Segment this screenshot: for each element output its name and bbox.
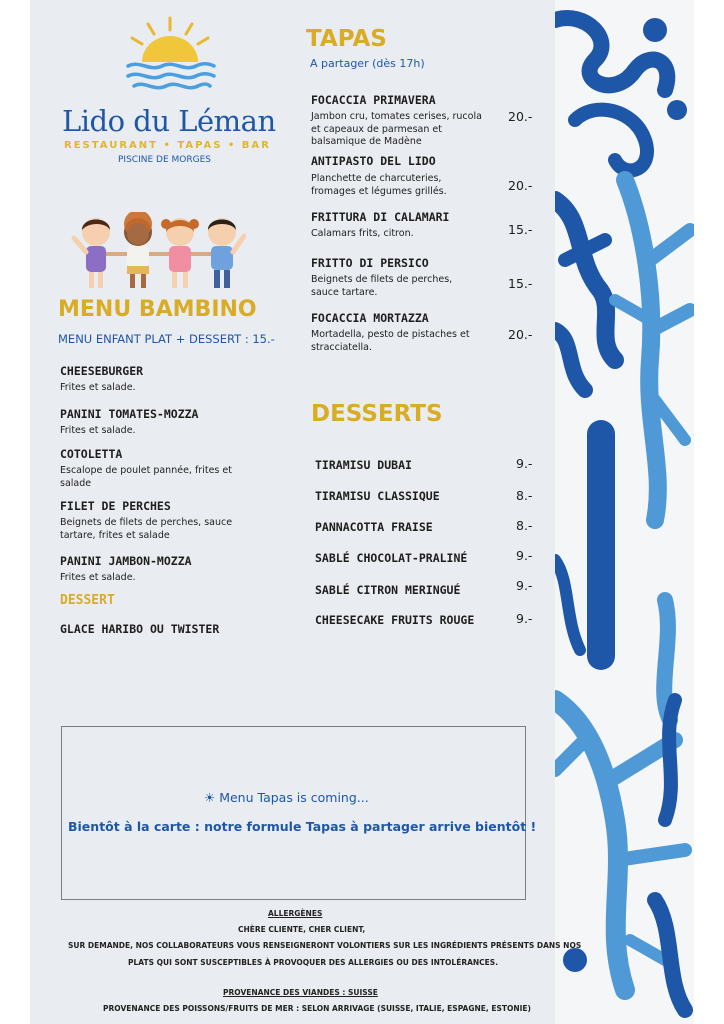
announcement-line2: Bientôt à la carte : notre formule Tapas à partager arrive bientôt !: [68, 819, 537, 834]
dessert-item-price: 8.-: [516, 518, 533, 533]
fish-origin: PROVENANCE DES POISSONS/FRUITS DE MER : SELON ARRIVAGE (SUISSE, ITALIE, ESPAGNE, ESTONIE): [103, 1004, 531, 1013]
bambino-item-name: PANINI TOMATES-MOZZA: [60, 407, 199, 421]
logo-name: Lido du Léman: [62, 104, 276, 138]
tapas-item-name: ANTIPASTO DEL LIDO: [311, 154, 436, 168]
menu-page: [30, 0, 694, 1024]
dessert-item-name: TIRAMISU CLASSIQUE: [315, 489, 440, 503]
tapas-item-price: 20.-: [508, 109, 533, 124]
dessert-item-price: 9.-: [516, 611, 533, 626]
tapas-title: TAPAS: [306, 26, 387, 52]
tapas-item-desc: Jambon cru, tomates cerises, rucola et capeaux de parmesan et balsamique de Madène: [311, 111, 482, 147]
bambino-item-desc: Escalope de poulet pannée, frites et salade: [60, 465, 232, 489]
meat-origin: PROVENANCE DES VIANDES : SUISSE: [223, 988, 378, 997]
tapas-item-price: 15.-: [508, 276, 533, 291]
dessert-item-name: SABLÉ CHOCOLAT-PRALINÉ: [315, 551, 468, 565]
dessert-item-price: 9.-: [516, 578, 533, 593]
bambino-item-name: COTOLETTA: [60, 447, 123, 461]
dessert-item-name: CHEESECAKE FRUITS ROUGE: [315, 613, 475, 627]
bambino-dessert-title: DESSERT: [60, 593, 115, 608]
dessert-item-name: SABLÉ CITRON MERINGUÉ: [315, 583, 461, 597]
tapas-item-desc: Beignets de filets de perches, sauce tartare.: [311, 274, 453, 298]
logo-location: PISCINE DE MORGES: [118, 155, 211, 165]
allergens-line1: SUR DEMANDE, NOS COLLABORATEURS VOUS RENSEIGNERONT VOLONTIERS SUR LES INGRÉDIENTS PRÉSENTS DANS NOS: [68, 941, 582, 950]
tapas-subtitle: A partager (dès 17h): [310, 57, 425, 70]
children-illustration-icon: [70, 212, 246, 294]
sun-waves-logo-icon: [120, 14, 220, 98]
dessert-item-price: 8.-: [516, 488, 533, 503]
bambino-item-desc: Frites et salade.: [60, 572, 136, 583]
dessert-item-price: 9.-: [516, 548, 533, 563]
sun-icon: ☀: [204, 790, 216, 805]
allergens-greeting: CHÈRE CLIENTE, CHER CLIENT,: [238, 925, 366, 934]
tapas-item-price: 20.-: [508, 178, 533, 193]
tapas-item-desc: Mortadella, pesto de pistaches et stracciatella.: [311, 329, 470, 353]
logo-tagline: RESTAURANT • TAPAS • BAR: [64, 140, 271, 151]
bambino-item-name: FILET DE PERCHES: [60, 499, 171, 513]
bambino-item-name: CHEESEBURGER: [60, 364, 144, 378]
bambino-item-desc: Beignets de filets de perches, sauce tartare, frites et salade: [60, 517, 233, 541]
tapas-item-price: 15.-: [508, 222, 533, 237]
dessert-item-name: TIRAMISU DUBAI: [315, 458, 412, 472]
tapas-item-name: FOCACCIA MORTAZZA: [311, 311, 429, 325]
desserts-title: DESSERTS: [311, 401, 443, 427]
allergens-title: ALLERGÈNES: [268, 909, 323, 918]
tapas-item-desc: Calamars frits, citron.: [311, 228, 414, 239]
dessert-item-name: PANNACOTTA FRAISE: [315, 520, 433, 534]
bambino-item-desc: Frites et salade.: [60, 425, 136, 436]
tapas-item-desc: Planchette de charcuteries, fromages et légumes grillés.: [311, 173, 447, 197]
dessert-item-price: 9.-: [516, 456, 533, 471]
bambino-subtitle: MENU ENFANT PLAT + DESSERT : 15.-: [58, 332, 275, 346]
announcement-line1: [204, 790, 369, 805]
bambino-item-desc: Frites et salade.: [60, 382, 136, 393]
bambino-title: MENU BAMBINO: [58, 297, 257, 322]
tapas-item-name: FRITTO DI PERSICO: [311, 256, 429, 270]
tapas-item-name: FRITTURA DI CALAMARI: [311, 210, 450, 224]
tapas-item-price: 20.-: [508, 327, 533, 342]
coral-decoration: [555, 0, 694, 1024]
bambino-item-name: PANINI JAMBON-MOZZA: [60, 554, 192, 568]
allergens-line2: PLATS QUI SONT SUSCEPTIBLES À PROVOQUER DES ALLERGIES OU DES INTOLÉRANCES.: [128, 958, 499, 967]
announcement-line1-text: Menu Tapas is coming...: [219, 790, 369, 805]
tapas-item-name: FOCACCIA PRIMAVERA: [311, 93, 436, 107]
coral-pattern-icon: [555, 0, 694, 1024]
bambino-dessert-item: GLACE HARIBO OU TWISTER: [60, 622, 220, 636]
announcement-box: [61, 726, 537, 900]
